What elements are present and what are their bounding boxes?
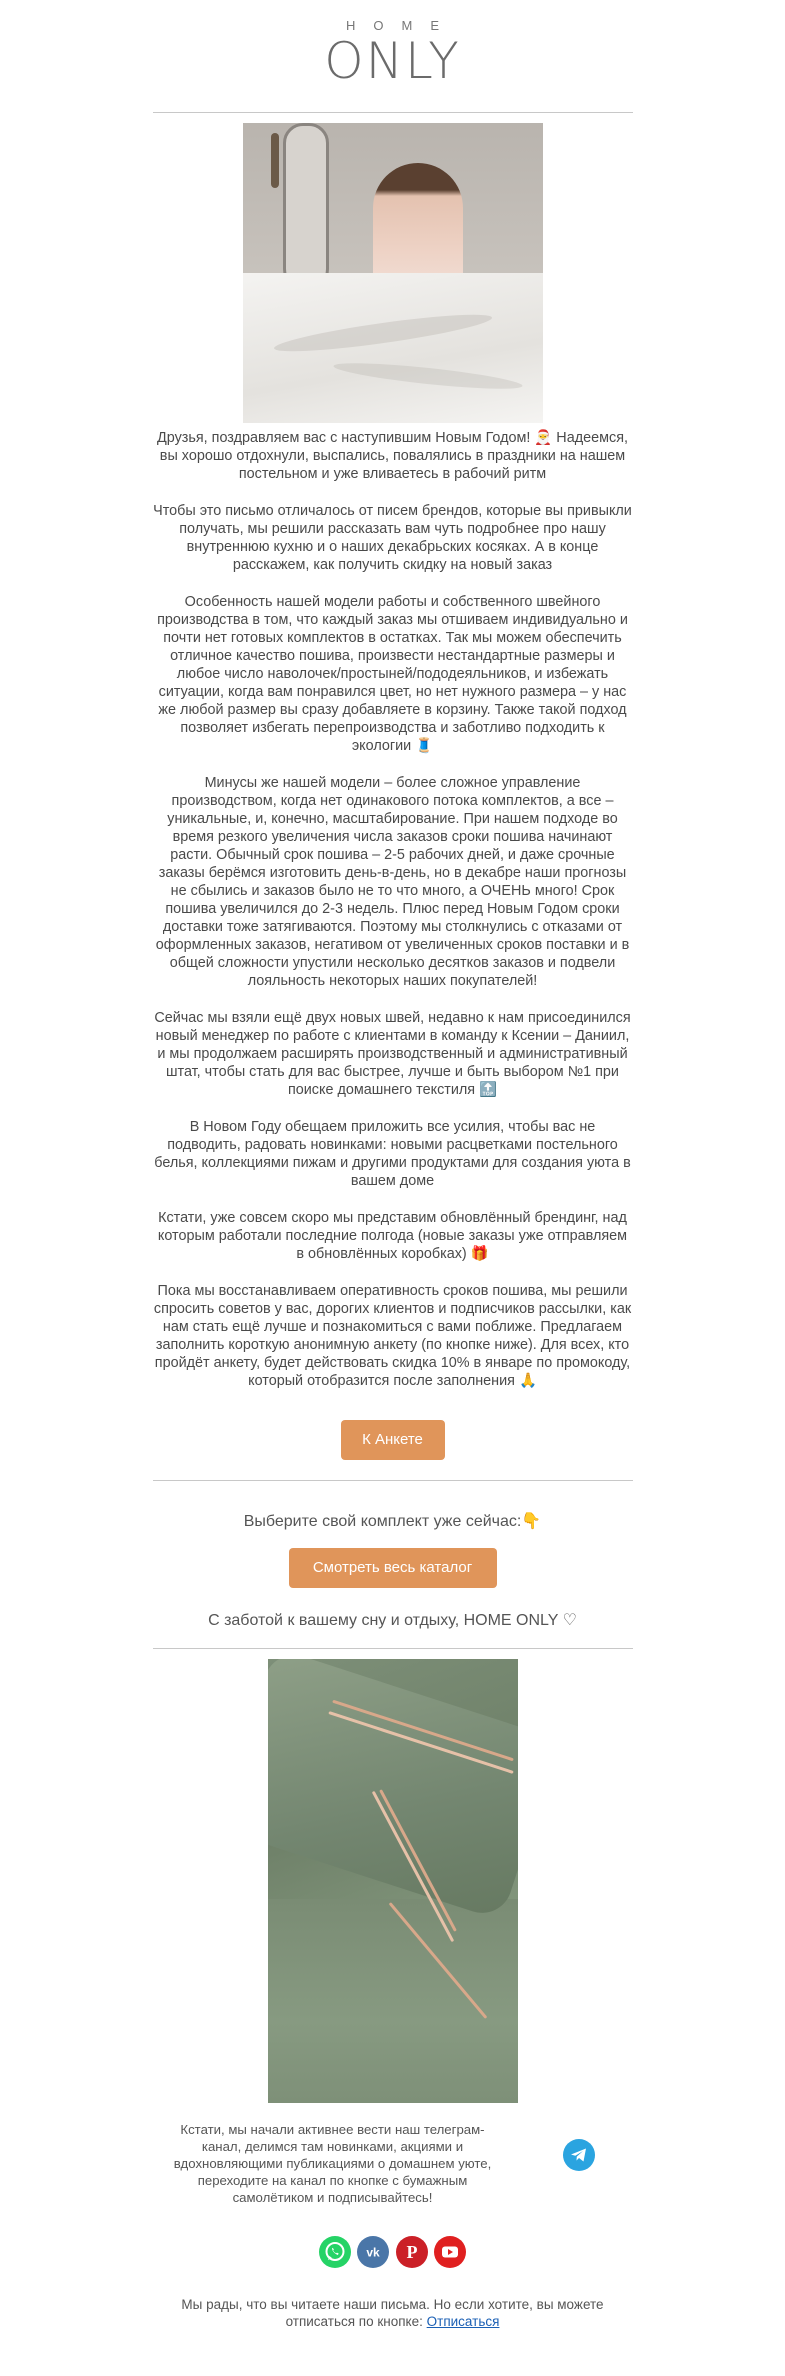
letter-paragraph: Минусы же нашей модели – более сложное управление производством, когда нет одинакового потока комплектов, а все – уникальные, и, конечно, масштабирование. При нашем подходе во время резкого увеличения числа заказов сроки пошива начинают расти. Обычный срок пошива – 2-5 рабочих дней, и даже срочные заказы берёмся изготовить день-в-день, но в декабре наши прогнозы не сбылись и заказов было не то что много, а ОЧЕНЬ много! Срок пошива увеличился до 2-3 недель. Плюс перед Новым Годом сроки доставки тоже затягиваются. Поэтому мы столкнулись с отказами от оформленных заказов, негативом от увеличенных сроков поставки и в общей сложности упустили несколько десятков заказов и подвели лояльность некоторых наших покупателей! [155, 775, 630, 989]
pinterest-icon[interactable] [396, 2236, 428, 2268]
catalog-button[interactable]: Смотреть весь каталог [289, 1548, 497, 1588]
brand-logo[interactable] [153, 0, 633, 94]
letter-paragraph: В Новом Году обещаем приложить все усилия, чтобы вас не подводить, радовать новинками: новыми расцветками постельного белья, коллекциями пижам и другими продуктами для создания уюта в вашем доме [154, 1119, 631, 1189]
select-kit-text: Выберите свой комплект уже сейчас:👇 [243, 1513, 542, 1530]
letter-paragraph: Кстати, уже совсем скоро мы представим обновлённый брендинг, над которым работали последние полгода (новые заказы уже отправляем в обновлённых коробках) 🎁 [157, 1210, 628, 1262]
care-signoff: С заботой к вашему сну и отдыху, HOME ONLY ♡ [208, 1612, 577, 1629]
logo-home-text: HOME [346, 18, 457, 33]
logo-only-text: ONLY [324, 32, 461, 90]
hero-image[interactable] [243, 123, 543, 423]
vk-icon[interactable] [357, 2236, 389, 2268]
svg-text:vk: vk [366, 2245, 380, 2260]
unsubscribe-footer [153, 2296, 633, 2330]
letter-paragraph: Пока мы восстанавливаем оперативность сроков пошива, мы решили спросить советов у вас, дорогих клиентов и подписчиков рассылки, как нам стать ещё лучше и познакомиться с вами поближе. Предлагаем заполнить короткую анонимную анкету (по кнопке ниже). Для всех, кто пройдёт анкету, будет действовать скидка 10% в январе по промокоду, который отобразится после заполнения 🙏 [153, 1283, 632, 1389]
letter-paragraph: Друзья, поздравляем вас с наступившим Новым Годом! 🎅 Надеемся, вы хорошо отдохнули, выспались, повалялись в праздники на нашем постельном и уже вливаетесь в рабочий ритм [157, 430, 628, 482]
letter-body [153, 429, 633, 1390]
divider [153, 1648, 633, 1649]
letter-paragraph: Чтобы это письмо отличалось от писем брендов, которые вы привыкли получать, мы решили рассказать вам чуть подробнее про нашу внутреннюю кухню и о наших декабрьских косяках. А в конце расскажем, как получить скидку на новый заказ [153, 503, 632, 573]
footer-text: Мы рады, что вы читаете наши письма. Но если хотите, вы можете отписаться по кнопке: [181, 2297, 604, 2329]
product-image[interactable] [268, 1659, 518, 2103]
svg-text:P: P [406, 2242, 418, 2262]
divider [153, 1480, 633, 1481]
email-container [153, 0, 633, 2330]
letter-paragraph: Сейчас мы взяли ещё двух новых швей, недавно к нам присоединился новый менеджер по работе с клиентами в команду к Ксении – Даниил, и мы продолжаем расширять производственный и административный штат, чтобы стать для вас быстрее, лучше и быть выбором №1 при поиске домашнего текстиля 🔝 [154, 1010, 631, 1098]
telegram-block [153, 2121, 633, 2211]
divider [153, 112, 633, 113]
social-links [153, 2236, 633, 2270]
letter-paragraph: Особенность нашей модели работы и собственного швейного производства в том, что каждый заказ мы отшиваем индивидуально и почти нет готовых комплектов в остатках. Так мы можем обеспечить отличное качество пошива, произвести нестандартные размеры и любое число наволочек/простыней/пододеяльников, и избежать ситуации, когда вам понравился цвет, но нет нужного размера – у нас же любой размер вы сразу добавляете в корзину. Также такой подход позволяет избегать перепроизводства и заботливо подходить к экологии 🧵 [157, 594, 628, 754]
whatsapp-icon[interactable] [319, 2236, 351, 2268]
telegram-text: Кстати, мы начали активнее вести наш телеграм-канал, делимся там новинками, акциями и вдохновляющими публикациями о домашнем уюте, переходите на канал по кнопке с бумажным самолётиком и подписывайтесь! [173, 2122, 492, 2205]
telegram-icon[interactable] [563, 2139, 595, 2171]
unsubscribe-link[interactable]: Отписаться [426, 2314, 500, 2329]
survey-button[interactable]: К Анкете [341, 1420, 445, 1460]
youtube-icon[interactable] [434, 2236, 466, 2268]
